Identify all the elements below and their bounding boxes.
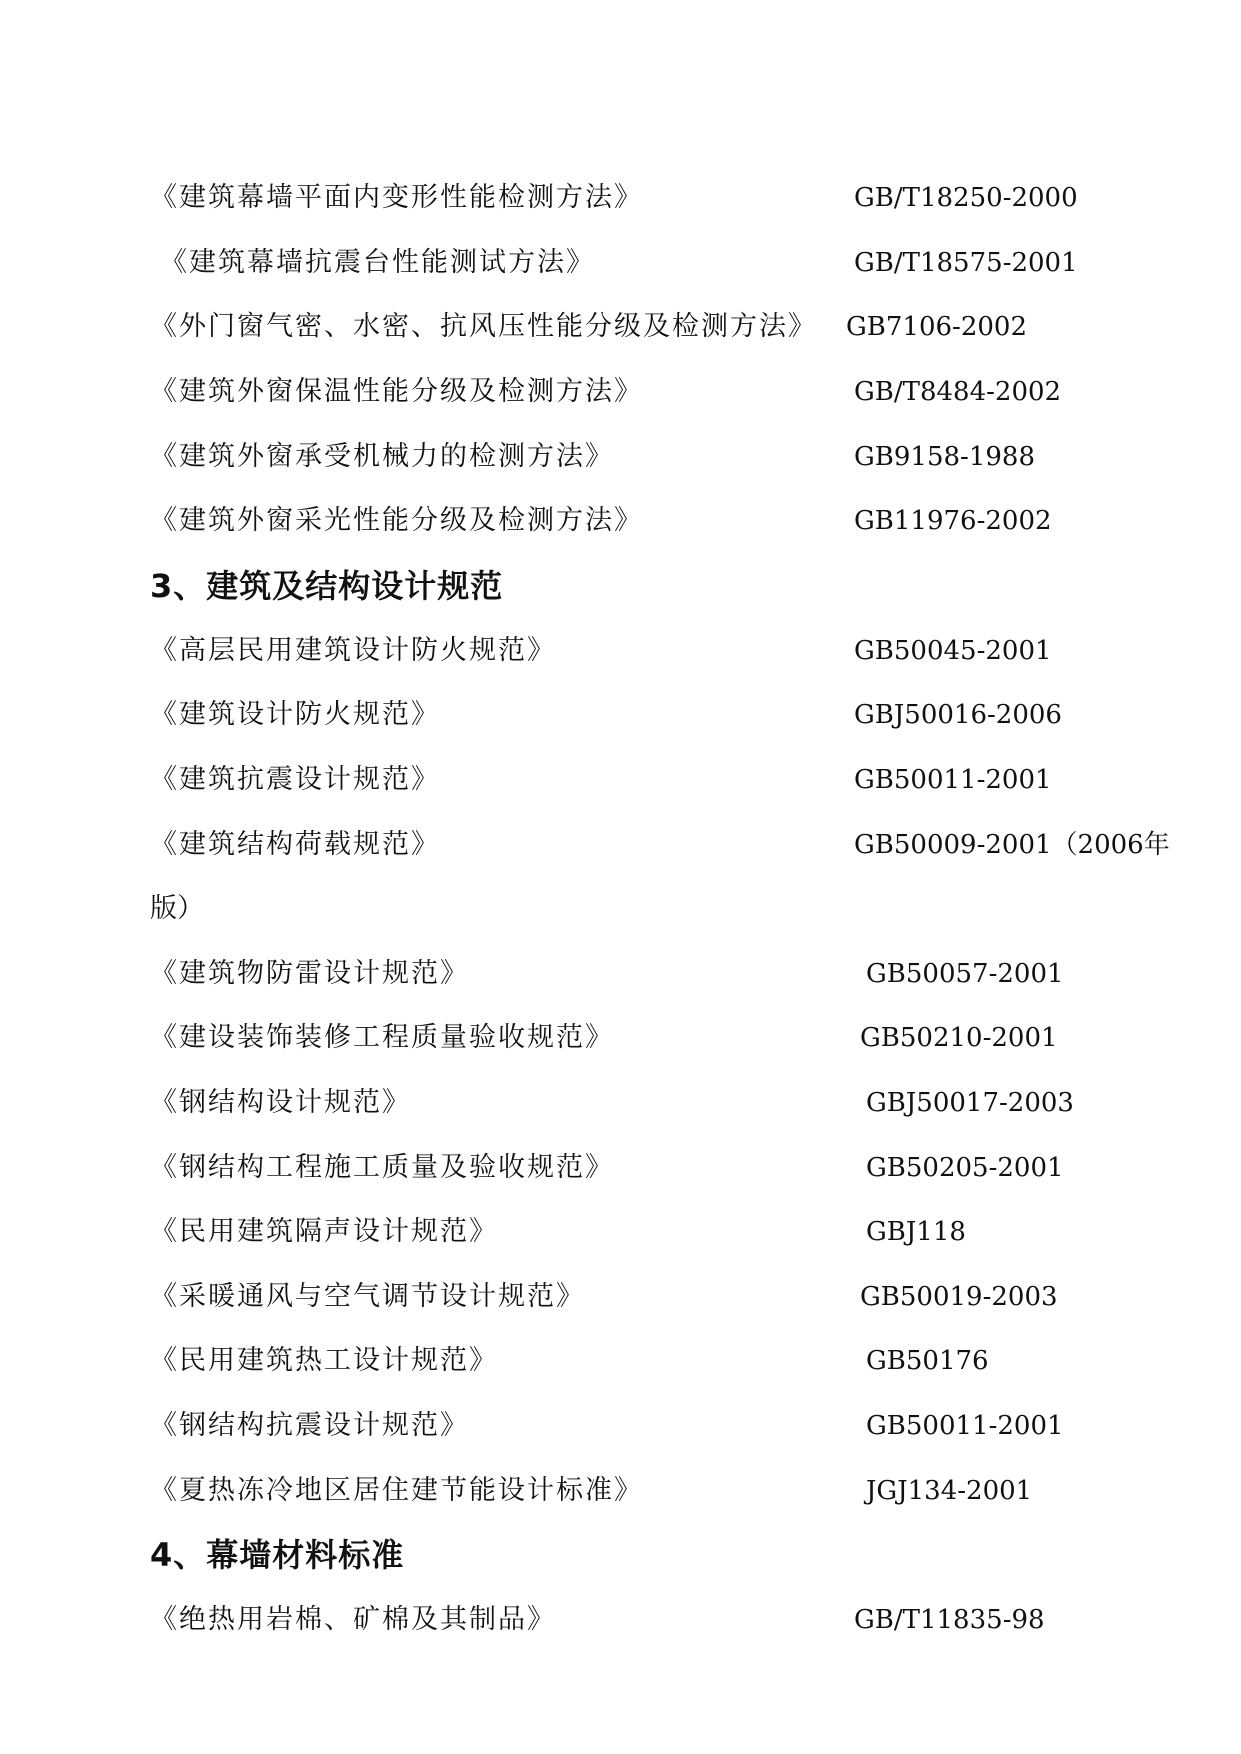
- standard-code: GB50011-2001: [854, 765, 1052, 795]
- standard-row: [0, 178, 1241, 218]
- standard-code: GB50011-2001: [866, 1411, 1064, 1441]
- standard-title: 《建筑外窗采光性能分级及检测方法》: [150, 505, 643, 536]
- standard-code: GB/T11835-98: [854, 1605, 1045, 1635]
- standard-row: [0, 1341, 1241, 1381]
- standard-code: GB50176: [866, 1346, 989, 1376]
- standard-code: GBJ118: [866, 1217, 966, 1247]
- standard-row: [0, 1471, 1241, 1511]
- standard-code: JGJ134-2001: [866, 1476, 1033, 1506]
- standard-code: GB50210-2001: [860, 1023, 1058, 1053]
- standard-code: GBJ50016-2006: [854, 700, 1062, 730]
- standard-code: GB50045-2001: [854, 636, 1052, 666]
- standard-title: 《建筑幕墙平面内变形性能检测方法》: [150, 182, 643, 213]
- standard-row: [0, 1083, 1241, 1123]
- standard-row: [0, 1406, 1241, 1446]
- standard-code: GB50009-2001（2006年: [854, 830, 1170, 860]
- standard-code: GB50205-2001: [866, 1153, 1064, 1183]
- standard-title: 《建筑外窗承受机械力的检测方法》: [150, 441, 614, 472]
- standard-title: 《建筑物防雷设计规范》: [150, 958, 469, 989]
- standard-row: [0, 307, 1241, 347]
- standard-title: 《采暖通风与空气调节设计规范》: [150, 1281, 585, 1312]
- standard-title: 《夏热冻冷地区居住建节能设计标准》: [150, 1475, 643, 1506]
- standard-title: 《建筑外窗保温性能分级及检测方法》: [150, 376, 643, 407]
- standard-title: 《钢结构设计规范》: [150, 1087, 411, 1118]
- standard-title: 《钢结构抗震设计规范》: [150, 1410, 469, 1441]
- standard-row: [0, 1277, 1241, 1317]
- standard-code: GB9158-1988: [854, 442, 1035, 472]
- standard-row: [0, 437, 1241, 477]
- standard-title: 《外门窗气密、水密、抗风压性能分级及检测方法》: [150, 311, 817, 342]
- standard-row: [0, 631, 1241, 671]
- standard-code: GB/T8484-2002: [854, 377, 1062, 407]
- standard-title: 《建筑幕墙抗震台性能测试方法》: [160, 247, 595, 278]
- standard-row: [0, 1018, 1241, 1058]
- standard-row: [0, 1212, 1241, 1252]
- standard-row: [0, 695, 1241, 735]
- standard-code: GBJ50017-2003: [866, 1088, 1074, 1118]
- section-heading: 4、幕墙材料标准: [150, 1536, 405, 1574]
- standard-row: [0, 760, 1241, 800]
- standard-code: GB50057-2001: [866, 959, 1064, 989]
- standard-title: 《民用建筑热工设计规范》: [150, 1345, 498, 1376]
- standard-row: [0, 501, 1241, 541]
- standard-title: 《钢结构工程施工质量及验收规范》: [150, 1152, 614, 1183]
- standard-title: 《民用建筑隔声设计规范》: [150, 1216, 498, 1247]
- standard-title: 《建设装饰装修工程质量验收规范》: [150, 1022, 614, 1053]
- standard-code: GB/T18575-2001: [854, 248, 1078, 278]
- standard-row: [0, 954, 1241, 994]
- standard-code: GB50019-2003: [860, 1282, 1058, 1312]
- standard-row: [0, 825, 1241, 865]
- standard-code: GB11976-2002: [854, 506, 1052, 536]
- standard-row: [0, 1600, 1241, 1640]
- standard-row: [0, 1148, 1241, 1188]
- section-heading: 3、建筑及结构设计规范: [150, 567, 504, 605]
- standard-title: 《建筑结构荷载规范》: [150, 829, 440, 860]
- standard-title: 《绝热用岩棉、矿棉及其制品》: [150, 1604, 556, 1635]
- standard-code: GB/T18250-2000: [854, 183, 1078, 213]
- standard-code-continuation: 版）: [150, 893, 204, 924]
- standard-title: 《建筑抗震设计规范》: [150, 764, 440, 795]
- standard-row: [0, 372, 1241, 412]
- standard-title: 《高层民用建筑设计防火规范》: [150, 635, 556, 666]
- standard-code: GB7106-2002: [846, 312, 1027, 342]
- standard-row: [0, 243, 1241, 283]
- standard-title: 《建筑设计防火规范》: [150, 699, 440, 730]
